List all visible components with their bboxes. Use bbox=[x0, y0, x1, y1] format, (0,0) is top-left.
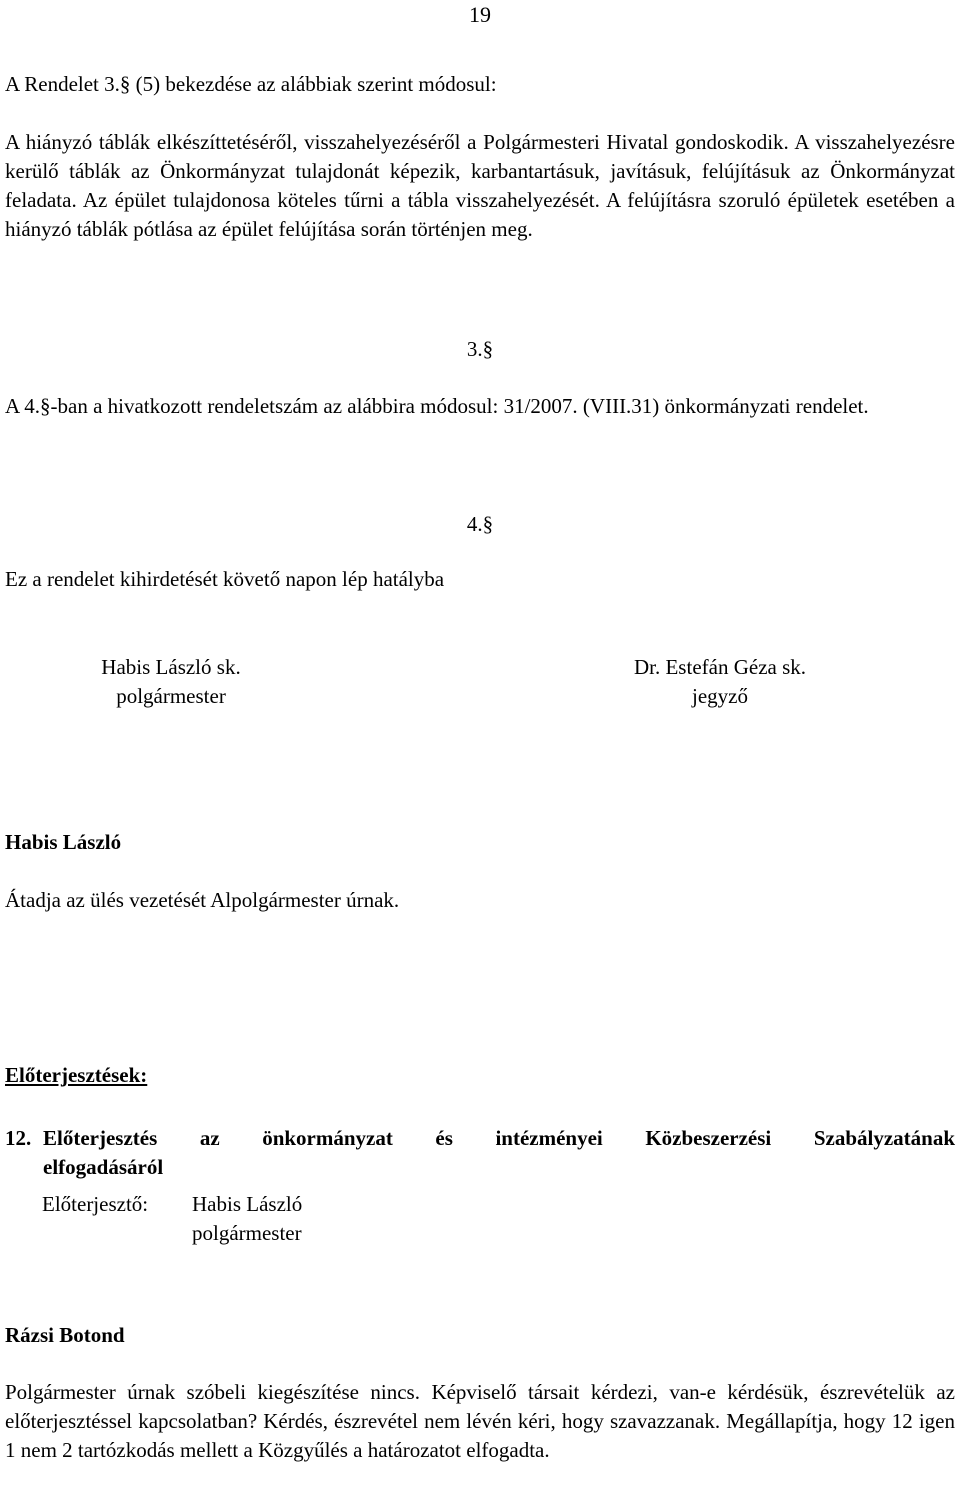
section-3-text: A 4.§-ban a hivatkozott rendeletszám az alábbira módosul: 31/2007. (VIII.31) önkormányzati rendelet. bbox=[5, 394, 869, 418]
proposals-heading: Előterjesztések: bbox=[5, 1063, 148, 1087]
signature-right-title: jegyző bbox=[692, 684, 748, 708]
amendment-intro: A Rendelet 3.§ (5) bekezdése az alábbiak szerint módosul: bbox=[5, 72, 497, 96]
agenda-item-number: 12. bbox=[5, 1126, 32, 1150]
signature-left-name: Habis László sk. bbox=[101, 655, 241, 679]
signature-right-name: Dr. Estefán Géza sk. bbox=[633, 655, 807, 679]
presenter-label: Előterjesztő: bbox=[42, 1192, 149, 1216]
presenter-name: Habis László bbox=[192, 1192, 303, 1216]
presenter-block bbox=[42, 1190, 303, 1219]
page-number: 19 bbox=[469, 2, 491, 27]
speaker-1-name: Habis László bbox=[5, 830, 122, 854]
signature-left-title: polgármester bbox=[116, 684, 226, 708]
agenda-item-title-line2: elfogadásáról bbox=[43, 1155, 164, 1179]
speaker-2-name: Rázsi Botond bbox=[5, 1323, 125, 1347]
signature-right bbox=[600, 653, 840, 711]
section-4-text: Ez a rendelet kihirdetését követő napon lép hatályba bbox=[5, 567, 445, 591]
section-4-heading: 4.§ bbox=[466, 512, 494, 536]
speaker-2-text: Polgármester úrnak szóbeli kiegészítése nincs. Képviselő társait kérdezi, van-e kérdésük, észrevételük az előterjesztéssel kapcsolatban? Kérdés, észrevétel nem lévén kéri, hogy szavazzanak. Megállapítja, hogy 12 igen 1 nem 2 tartózkodás mellett a Közgyűlés a határozatot elfogadta. bbox=[5, 1380, 955, 1462]
presenter-title: polgármester bbox=[192, 1221, 302, 1245]
agenda-item-title-line1: Előterjesztés az önkormányzat és intézményei Közbeszerzési Szabályzatának bbox=[43, 1126, 955, 1150]
section-3-heading: 3.§ bbox=[466, 337, 494, 361]
speaker-1-text: Átadja az ülés vezetését Alpolgármester úrnak. bbox=[5, 888, 400, 912]
amendment-body: A hiányzó táblák elkészíttetéséről, visszahelyezéséről a Polgármesteri Hivatal gondoskodik. A visszahelyezésre kerülő táblák az Önkormányzat tulajdonát képezik, karbantartásuk, javításuk, felújításuk az Önkormányzat feladata. Az épület tulajdonosa köteles tűrni a tábla visszahelyezését. A felújításra szoruló épületek esetében a hiányzó táblák pótlása az épület felújítása során történjen meg. bbox=[5, 130, 955, 241]
agenda-item-title bbox=[5, 1124, 955, 1182]
signature-left bbox=[51, 653, 291, 711]
